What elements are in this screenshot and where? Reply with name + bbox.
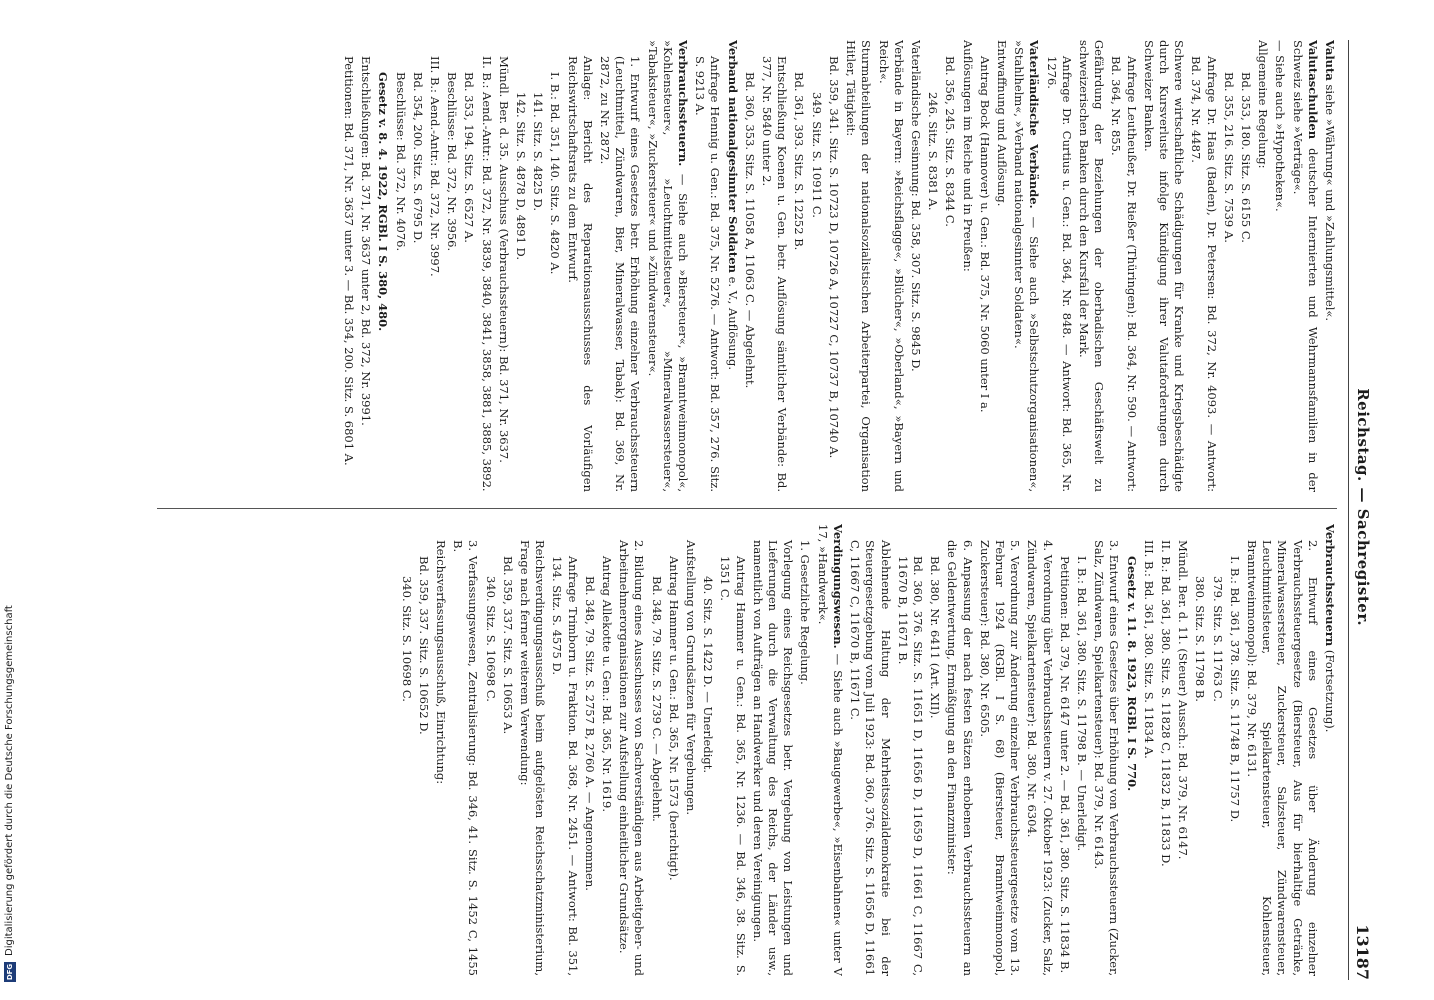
index-entry [1141, 524, 1156, 976]
entry-text: Bd. 360, 353. Sitz. S. 11058 A, 11063 C. — Abgelehnt. [742, 72, 757, 389]
entry-text: 141. Sitz. S. 4825 D. [531, 92, 546, 211]
entry-text: 6. Anpassung der nach festen Sätzen erhobenen Verbrauchssteuern an die Geldentwertung, Ermäßigung an den Finanzminister: [945, 540, 975, 976]
index-entry [1074, 524, 1089, 976]
entry-text: Mündl. Ber. d. 11. (Steuer) Aussch.: Bd. 379, Nr. 6147. [1176, 540, 1191, 860]
index-entry [1221, 40, 1236, 492]
index-entry [742, 40, 757, 492]
entry-heading: Vaterländische Verbände. [1027, 40, 1042, 209]
entry-text: Petitionen: Bd. 371, Nr. 3637 unter 3. — Bd. 354, 200. Sitz. S. 6801 A. [342, 56, 357, 466]
entry-text: I. B.: Bd. 351, 140. Sitz. S. 4820 A. [548, 72, 563, 275]
index-entry [843, 40, 873, 492]
index-entry [597, 40, 643, 492]
index-entry [1123, 524, 1138, 976]
index-entry [427, 40, 442, 492]
entry-heading: Gesetz v. 8. 4. 1922, RGBl. I S. 380, 480. [376, 72, 391, 332]
entry-text: 2. Bildung eines Ausschusses von Sachverständigen aus Arbeitgeber- und Arbeitnehmerorganisationen zur Aufstellung einheitlicher Grundsätze. [617, 540, 647, 976]
index-entry [1108, 40, 1138, 492]
entry-text: 1. Gesetzliche Regelung. [798, 540, 813, 685]
index-entry [942, 40, 957, 492]
entry-text: — Siehe auch »Baugewerbe«, »Eisenbahnen« unter V 17, »Handwerk«. [815, 524, 845, 976]
entry-text: Bd. 359, 341. Sitz. S. 10723 D, 10726 A, 10727 C, 10737 B, 10740 A. [826, 56, 841, 459]
entry-text: 380. Sitz. S. 11798 B. [1193, 576, 1208, 702]
index-entry [1076, 40, 1106, 492]
index-entry [1238, 40, 1253, 492]
entry-text: 5. Verordnung zur Änderung einzelner Verbrauchssteuergesetze vom 13. Februar 1924 (RGBl. I S. 68) (Biersteuer, Branntweinmonopol, Zuckersteuer): Bd. 380, Nr. 6505. [977, 540, 1023, 976]
page-header [1348, 40, 1375, 980]
index-entry [750, 524, 796, 976]
index-entry [375, 40, 390, 492]
index-entry [683, 524, 698, 976]
entry-text: I. B.: Bd. 361, 380. Sitz. S. 11798 B. — Unerledigt. [1074, 556, 1089, 852]
entry-heading: Verbrauchssteuern [1323, 524, 1337, 647]
index-entry [692, 40, 722, 492]
index-entry [410, 40, 425, 492]
index-entry [1272, 40, 1287, 492]
entry-text: Beschlüsse: Bd. 372, Nr. 3956. [445, 72, 460, 252]
dfg-logo: DFG [6, 963, 14, 981]
index-entry [847, 524, 893, 976]
index-entry [582, 524, 597, 976]
entry-text: Antrag Hammer u. Gen.: Bd. 365, Nr. 1236. — Bd. 346, 38. Sitz. S. 1351 C. [718, 556, 748, 976]
entry-text: Verbände in Bayern: »Reichsflagge«, »Blücher«, »Oberland«, »Bayern und Reich«. [876, 40, 906, 492]
index-entry [1289, 40, 1319, 492]
index-entry [1244, 524, 1320, 976]
index-entry [517, 524, 547, 976]
entry-text: III. B.: Aend.-Antr.: Bd. 372, Nr. 3997. [428, 56, 443, 277]
entry-heading: Valuta [1323, 40, 1337, 81]
left-column [77, 40, 1337, 492]
entry-text: Bd. 361, 393. Sitz. S. 12252 B. [792, 72, 807, 251]
entry-text: 246. Sitz. S. 8381 A. [926, 92, 941, 211]
entry-text: Auflösungen im Reiche und in Preußen: [960, 40, 975, 272]
entry-heading: Verdingungswesen. [830, 524, 845, 649]
entry-text: e. V., Auflösung. [725, 272, 740, 371]
index-entry [1011, 40, 1041, 492]
index-entry [358, 40, 373, 492]
entry-text: Bd. 353, 180. Sitz. S. 6155 C. [1238, 72, 1253, 243]
entry-text: Reichsverdingungsausschuß beim aufgelösten Reichsschatzministerium, Frage nach ferner weiterem Verwendung: [518, 540, 548, 976]
entry-text: Anfrage Leutheußer, Dr. Rießer (Thüringen): Bd. 364, Nr. 590. — Antwort: Bd. 364, Nr. 855. [1109, 56, 1139, 492]
entry-text: Entschließung Koenen u. Gen. betr. Auflösung sämtlicher Verbände: Bd. 377, Nr. 5840 unter 2. [760, 56, 790, 492]
index-entry [341, 40, 356, 492]
entry-text: — Siehe auch »Hypotheken«. [1273, 40, 1288, 212]
entry-text: Anfrage Dr. Haas (Baden), Dr. Petersen: Bd. 372, Nr. 4093. — Antwort: Bd. 374, Nr. 4487. [1189, 56, 1219, 492]
entry-text: II. B.: Aend.-Antr.: Bd. 372, Nr. 3839, 3840, 3841, 3858, 3881, 3885, 3892. [479, 56, 494, 492]
entry-text: Bd. 355, 216. Sitz. S. 7539 A. [1221, 72, 1236, 243]
entry-heading: Verband nationalgesinnter Soldaten [725, 40, 740, 273]
entry-text: Bd. 348, 79. Sitz. S. 2757 B, 2760 A. — Angenommen. [582, 576, 597, 891]
index-entry [791, 40, 806, 492]
index-entry [908, 40, 923, 492]
index-entry [1255, 40, 1270, 492]
index-entry [513, 40, 528, 492]
entry-text: Sturmabteilungen der nationalsozialistischen Arbeiterpartei, Organisation Hitler, Tätigkeit: [844, 40, 874, 492]
index-entry [927, 524, 942, 976]
entry-text: — Siehe auch »Selbstschutzorganisationen«, »Stahlhelm«, »Verband nationalgesinnter Soldaten«. [1012, 40, 1042, 492]
index-entry [759, 40, 789, 492]
index-entry [1158, 524, 1173, 976]
index-entry [925, 40, 940, 492]
entry-text: siehe »Währung« und »Zahlungsmittel«. [1323, 80, 1337, 322]
entry-text: 1. Entwurf eines Gesetzes betr. Erhöhung einzelner Verbrauchssteuern (Leuchtmittel, Zündwaren, Bier, Mineralwasser, Tabak): Bd. 369, Nr. 2872, zu Nr. 2872. [598, 56, 643, 492]
entry-text: Anfrage Hennig u. Gen.: Bd. 375, Nr. 5276. — Antwort: Bd. 357, 276. Sitz. S. 9213 A. [693, 56, 723, 492]
index-entry [724, 40, 739, 492]
entry-text: 40. Sitz. S. 1422 D. — Unerledigt. [701, 576, 716, 774]
entry-text: 2. Entwurf eines Gesetzes über Änderung einzelner Verbrauchssteuergesetze (Biersteuer, Aus für bierhaltige Getränke, Mineralwassersteuer, Zuckersteuer, Salzsteuer, Zündwarensteuer, Leuchtmittelsteuer, Spielkartensteuer, Kohlensteuer, Branntweinmonopol): Bd. 379, Nr. 6131. [1244, 540, 1320, 976]
index-entry [977, 40, 992, 492]
entry-text: Bd. 360, 376. Sitz. S. 11651 D, 11656 D, 11659 D, 11661 C, 11667 C, 11670 B, 11671 B. [895, 556, 925, 976]
entry-heading: Valutaschulden [1305, 40, 1320, 140]
index-entry [392, 40, 407, 492]
index-entry [547, 40, 562, 492]
index-entry [977, 524, 1023, 976]
right-column [77, 524, 1337, 976]
entry-text: Bd. 348, 79. Sitz. S. 2739 C. — Abgelehnt. [649, 576, 664, 822]
entry-text: Antrag Hammer u. Gen.: Bd. 365, Nr. 1573 (berichtigt). [666, 556, 681, 881]
entry-text: 3. Entwurf eines Gesetzes über Erhöhung von Verbrauchssteuern (Zucker, Salz, Zündwaren, Spielkartensteuer): Bd. 379, Nr. 6143. [1092, 540, 1122, 976]
index-entry [959, 40, 974, 492]
entry-text: Ablehnende Haltung der Mehrheitssozialdemokratie bei der Steuergesetzgebung vom Juli 1923: Bd. 360, 376. Sitz. S. 11656 D, 11661 C, 11667 C, 11670 B, 11671 C. [848, 540, 893, 976]
entry-text: Bd. 353, 194. Sitz. S. 6527 A. [462, 72, 477, 243]
entry-text: Anlage: Bericht des Reparationsausschusses des Vorläufigen Reichswirtschaftsrats zu dem Entwurf. [565, 56, 595, 492]
index-entry [1209, 524, 1224, 976]
index-entry [444, 40, 459, 492]
entry-text: Antrag Allekotte u. Gen.: Bd. 365, Nr. 1619. [600, 556, 615, 812]
index-entry [616, 524, 646, 976]
index-entry [1175, 524, 1190, 976]
index-entry [666, 524, 681, 976]
entry-text: Bd. 359, 337. Sitz. S. 10653 A. [500, 556, 515, 735]
entry-text: — Siehe auch »Biersteuer«, »Branntweinmonopol«, »Kohlensteuer«, »Leuchtmittelsteuer«, »Mineralwassersteuer«, »Tabaksteuer«, »Zuckersteuer« und »Zündwarensteuer«. [645, 40, 691, 492]
index-entry [944, 524, 974, 976]
entry-text: III. B.: Bd. 361, 380. Sitz. S. 11834 A. [1141, 540, 1156, 759]
entry-text: Anfrage Dr. Curtius u. Gen.: Bd. 364, Nr. 848. — Antwort: Bd. 365, Nr. 1276. [1044, 56, 1074, 492]
entry-text: Allgemeine Regelung: [1256, 40, 1271, 169]
index-page [65, 40, 1375, 980]
index-entry [700, 524, 715, 976]
entry-text: 349. Sitz. S. 10911 C. [809, 92, 824, 218]
index-entry [1057, 524, 1072, 976]
index-entry [1192, 524, 1207, 976]
index-entry [482, 524, 497, 976]
entry-text: Entwaffnung und Auflösung. [994, 40, 1009, 207]
index-entry [994, 40, 1009, 492]
column-divider [157, 508, 1337, 509]
index-entry [564, 40, 594, 492]
index-entry [1091, 524, 1121, 976]
index-entry [826, 40, 841, 492]
entry-text: I. B.: Bd. 361, 378. Sitz. S. 11748 B, 11757 D. [1227, 556, 1242, 823]
entry-text: 142. Sitz. S. 4878 D, 4891 D. [514, 92, 529, 261]
entry-text: 340. Sitz. S. 10698 C. [399, 576, 414, 702]
index-entry [797, 524, 812, 976]
entry-text: Vorlegung eines Reichsgesetzes betr. Vergebung von Leistungen und Lieferungen durch die Verwaltung des Reichs, der Länder usw., namentlich von Aufträgen an Handwerker und deren Vereinigungen. [750, 540, 796, 976]
index-entry [549, 524, 579, 976]
index-entry [1043, 40, 1073, 492]
entry-text: Antrag Bock (Hannover) u. Gen.: Bd. 375, Nr. 5060 unter I a. [977, 56, 992, 413]
digitization-footer [2, 0, 18, 992]
index-entry [1322, 524, 1337, 976]
index-entry [500, 524, 515, 976]
index-entry [717, 524, 747, 976]
entry-text: Schwere wirtschaftliche Schädigungen für Kranke und Kriegsbeschädigte durch Kursverluste infolge Kündigung ihrer Valutaforderungen durch Schweizer Banken. [1141, 40, 1187, 492]
entry-heading: Verbrauchssteuern. [676, 40, 691, 167]
entry-text: deutscher Internierten und Wehrmannsfamilien in der Schweiz siehe »Verträge«. [1290, 40, 1320, 492]
entry-text: Reichsverfassungsausschuß, Einrichtung: [434, 540, 449, 785]
entry-text: 340. Sitz. S. 10698 C. [483, 576, 498, 702]
entry-text: (Fortsetzung). [1323, 646, 1337, 733]
running-title: Reichstag. — Sachregister. [1353, 388, 1372, 627]
index-entry [450, 524, 480, 976]
index-entry [530, 40, 545, 492]
entry-text: Bd. 356, 245. Sitz. S. 8344 C. [943, 56, 958, 227]
index-entry [398, 524, 413, 976]
index-entry [644, 40, 690, 492]
index-entry [875, 40, 905, 492]
index-entry [461, 40, 476, 492]
index-entry [1322, 40, 1337, 492]
page-number: 13187 [1352, 924, 1372, 980]
index-entry [895, 524, 925, 976]
entry-text: Gefährdung der Beziehungen der oberbadischen Geschäftswelt zu schweizerischen Banken durch den Kursfall der Mark. [1076, 40, 1107, 492]
entry-heading: Gesetz v. 11. 8. 1923, RGBl. I S. 770. [1124, 556, 1139, 792]
entry-text: Petitionen: Bd. 379, Nr. 6147 unter 2. — Bd. 361, 380. Sitz. S. 11834 B. [1057, 556, 1072, 974]
index-entry [1227, 524, 1242, 976]
entry-text: Bd. 380, Nr. 6411 (Art. XII). [928, 556, 943, 719]
entry-text: II. B.: Bd. 361, 380. Sitz. S. 11828 C, 11832 B, 11833 D. [1158, 540, 1173, 867]
entry-text: Mündl. Ber. d. 35. Ausschuss (Verbrauchssteuern): Bd. 371, Nr. 3637. [496, 56, 511, 463]
entry-text: Entschließungen: Bd. 371, Nr. 3637 unter 2, Bd. 372, Nr. 3991. [359, 56, 374, 426]
entry-text: Beschlüsse: Bd. 372, Nr. 4076. [393, 72, 408, 252]
entry-text: Aufstellung von Grundsätzen für Vergebungen. [684, 540, 699, 816]
entry-text: Bd. 359, 337. Sitz. S. 10652 D. [416, 556, 431, 735]
index-entry [433, 524, 448, 976]
entry-text: 4. Verordnung über Verbrauchssteuern v. 27. Oktober 1923: (Zucker, Salz, Zündwaren, Spielkartensteuer): Bd. 380, Nr. 6304. [1025, 540, 1055, 976]
index-entry [809, 40, 824, 492]
entry-text: 379. Sitz. S. 11763 C. [1210, 576, 1225, 702]
index-entry [599, 524, 614, 976]
entry-text: Vaterländische Gesinnung: Bd. 358, 307. Sitz. S. 9845 D. [908, 40, 923, 372]
footer-text: Digitalisierung gefördert durch die Deutsche Forschungsgemeinschaft [4, 605, 15, 956]
entry-text: Anfrage Trimborn u. Fraktion. Bd. 368, Nr. 2451. — Antwort: Bd. 351, 134. Sitz. S. 4575 D. [550, 556, 580, 976]
index-entry [496, 40, 511, 492]
index-entry [648, 524, 663, 976]
index-entry [815, 524, 845, 976]
index-entry [1024, 524, 1054, 976]
entry-text: Bd. 354, 200. Sitz. S. 6795 D. [410, 72, 425, 244]
entry-text: 3. Verfassungswesen, Zentralisierung: Bd. 346, 41. Sitz. S. 1452 C, 1455 B. [451, 540, 481, 976]
index-entry [1141, 40, 1187, 492]
index-entry [1188, 40, 1218, 492]
index-entry [478, 40, 493, 492]
index-entry [416, 524, 431, 976]
